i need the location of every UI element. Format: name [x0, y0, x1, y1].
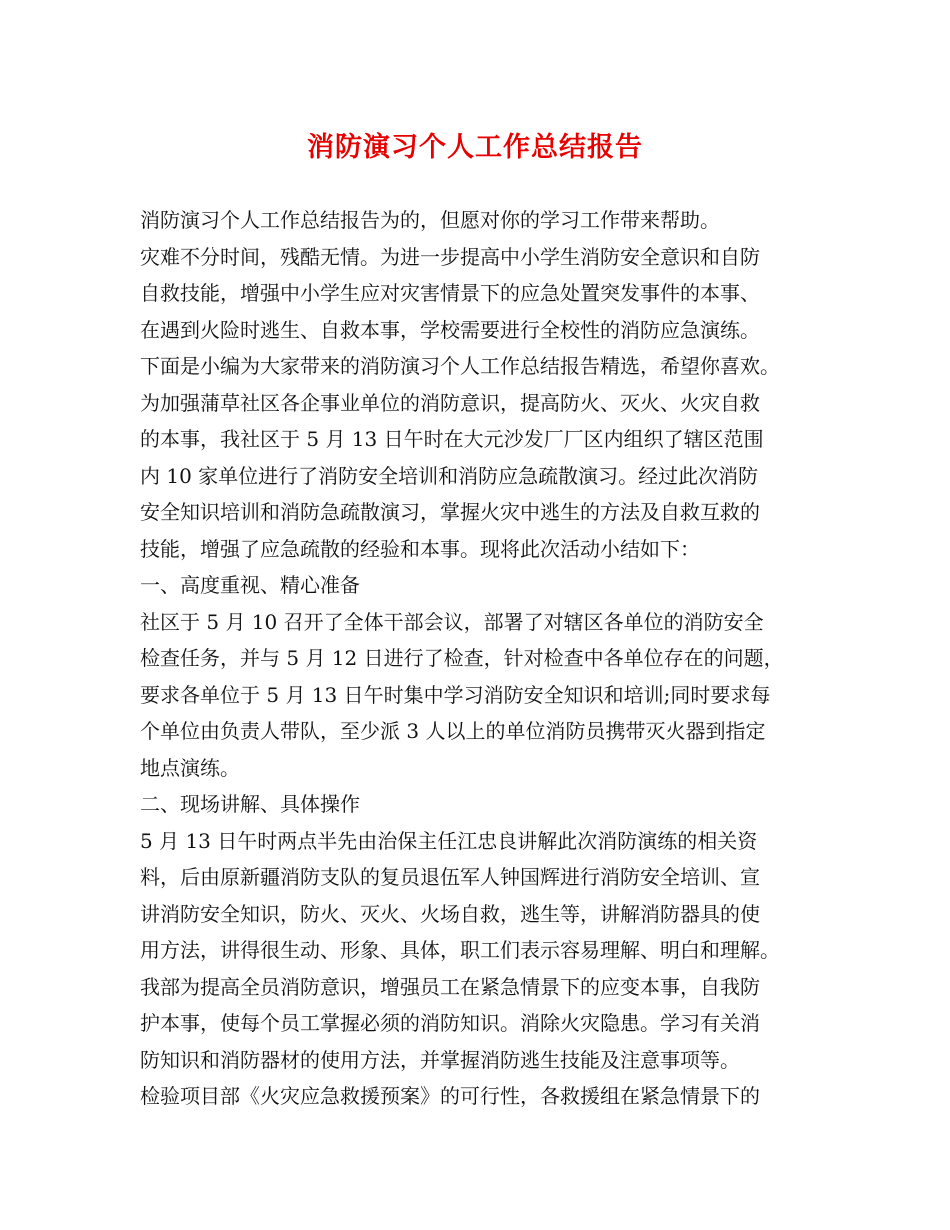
body-line: 防知识和消防器材的使用方法，并掌握消防逃生技能及注意事项等。: [140, 1047, 740, 1072]
body-line: 的本事，我社区于 5 月 13 日午时在大元沙发厂厂区内组织了辖区范围: [140, 427, 764, 451]
body-line: 5 月 13 日午时两点半先由治保主任江忠良讲解此次消防演练的相关资: [140, 828, 758, 853]
body-line: 灾难不分时间，残酷无情。为进一步提高中小学生消防安全意识和自防: [140, 244, 760, 269]
document-body: [140, 202, 830, 1115]
body-line: 我部为提高全员消防意识，增强员工在紧急情景下的应变本事，自我防: [140, 974, 760, 999]
body-line: 要求各单位于 5 月 13 日午时集中学习消防安全知识和培训;同时要求每: [140, 682, 771, 707]
section-heading: 二、现场讲解、具体操作: [140, 792, 360, 816]
body-line: 下面是小编为大家带来的消防演习个人工作总结报告精选，希望你喜欢。: [140, 354, 780, 378]
body-line: 为加强蒲草社区各企事业单位的消防意识，提高防火、灭火、火灾自救: [140, 390, 760, 415]
body-line: 消防演习个人工作总结报告为的，但愿对你的学习工作带来帮助。: [140, 208, 720, 232]
body-line: 技能，增强了应急疏散的经验和本事。现将此次活动小结如下：: [140, 536, 700, 561]
body-line: 地点演练。: [140, 755, 240, 780]
body-line: 个单位由负责人带队，至少派 3 人以上的单位消防员携带灭火器到指定: [140, 719, 766, 743]
body-line: 用方法，讲得很生动、形象、具体，职工们表示容易理解、明白和理解。: [140, 938, 780, 962]
body-line: 内 10 家单位进行了消防安全培训和消防应急疏散演习。经过此次消防: [140, 463, 759, 488]
section-heading: 一、高度重视、精心准备: [140, 573, 360, 597]
body-line: 护本事，使每个员工掌握必须的消防知识。消除火灾隐患。学习有关消: [140, 1011, 760, 1035]
page-title: 消防演习个人工作总结报告: [307, 132, 643, 163]
body-line: 检验项目部《火灾应急救援预案》的可行性，各救援组在紧急情景下的: [140, 1084, 760, 1108]
body-line: 料，后由原新疆消防支队的复员退伍军人钟国辉进行消防安全培训、宣: [140, 865, 760, 889]
body-line: 在遇到火险时逃生、自救本事，学校需要进行全校性的消防应急演练。: [140, 317, 760, 342]
body-line: 社区于 5 月 10 召开了全体干部会议，部署了对辖区各单位的消防安全: [140, 609, 764, 634]
body-line: 安全知识培训和消防急疏散演习，掌握火灾中逃生的方法及自救互救的: [140, 500, 760, 524]
body-line: 讲消防安全知识，防火、灭火、火场自救，逃生等，讲解消防器具的使: [140, 901, 760, 926]
body-line: 自救技能，增强中小学生应对灾害情景下的应急处置突发事件的本事、: [140, 281, 760, 305]
body-line: 检查任务，并与 5 月 12 日进行了检查，针对检查中各单位存在的问题，: [140, 646, 784, 670]
